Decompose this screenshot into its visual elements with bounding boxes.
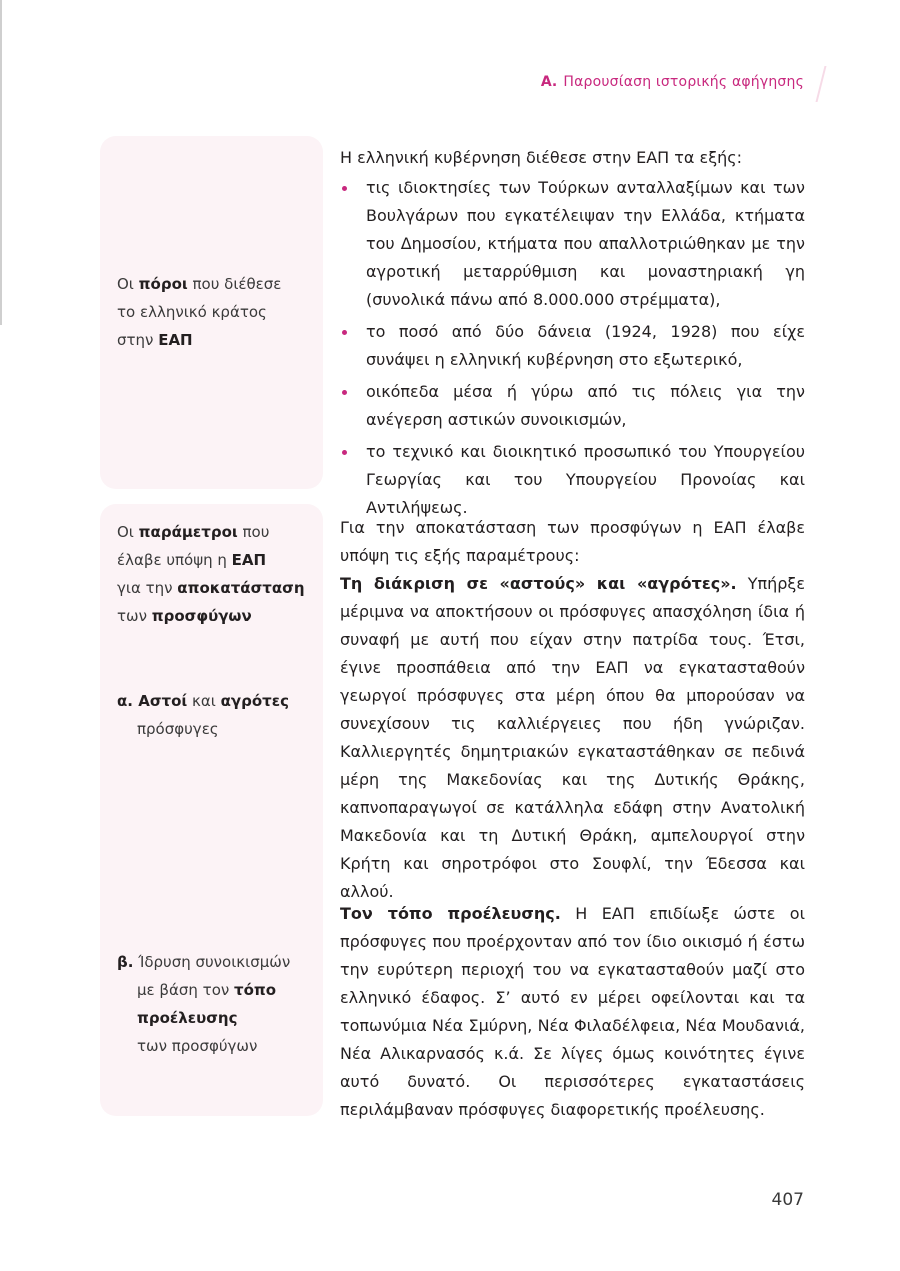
resources-list xyxy=(340,174,805,522)
margin-note-item-a: α. Αστοί και αγρότες πρόσφυγες xyxy=(117,692,289,738)
list-item: οικόπεδα μέσα ή γύρω από τις πόλεις για την ανέγερση αστικών συνοικισμών, xyxy=(340,378,805,434)
list-item: το τεχνικό και διοικητικό προσωπικό του Υπουργείου Γεωργίας και του Υπουργείου Προνοίας και Αντιλήψεως. xyxy=(340,438,805,522)
margin-note-parameters: Οι παράμετροι που έλαβε υπόψη η ΕΑΠ για την αποκατάσταση των προσφύγων xyxy=(117,523,305,625)
section-letter: Α. xyxy=(540,74,558,90)
paragraph-place-of-origin: Τον τόπο προέλευσης. Η ΕΑΠ επιδίωξε ώστε οι πρόσφυγες που προέρχονταν από τον ίδιο οικισμό ή έστω την ευρύτερη περιοχή του να εγκατασταθούν μαζί στο ελληνικό έδαφος. Σ’ αυτό εν μέρει οφείλονται και τα τοπωνύμια Νέα Σμύρνη, Νέα Φιλαδέλφεια, Νέα Μουδανιά, Νέα Αλικαρνασός κ.ά. Σε λίγες όμως κοινότητες έγινε αυτό δυνατό. Οι περισσότερες εγκαταστάσεις περιλάμβαναν πρόσφυγες διαφορετικής προέλευσης. xyxy=(340,904,806,1119)
list-item: το ποσό από δύο δάνεια (1924, 1928) που είχε συνάψει η ελληνική κυβέρνηση στο εξωτερικό, xyxy=(340,318,805,374)
parameters-intro: Για την αποκατάσταση των προσφύγων η ΕΑΠ έλαβε υπόψη τις εξής παραμέτρους: xyxy=(340,518,805,565)
resources-intro: Η ελληνική κυβέρνηση διέθεσε στην ΕΑΠ τα εξής: xyxy=(340,148,743,167)
paragraph-urban-rural: Τη διάκριση σε «αστούς» και «αγρότες». Υπήρξε μέριμνα να αποκτήσουν οι πρόσφυγες απασχόληση ίδια ή συναφή με αυτή που είχαν στην πατρίδα τους. Έτσι, έγινε προσπάθεια από την ΕΑΠ να εγκατασταθούν γεωργοί πρόσφυγες στα μέρη όπου θα μπορούσαν να συνεχίσουν τις καλλιέργειες που ήδη γνώριζαν. Καλλιεργητές δημητριακών εγκαταστάθηκαν σε πεδινά μέρη της Μακεδονίας και της Δυτικής Θράκης, καπνοπαραγωγοί σε κατάλληλα εδάφη στην Ανατολική Μακεδονία και τη Δυτική Θράκη, αμπελουργοί στην Κρήτη και σηροτρόφοι στο Σουφλί, την Έδεσσα και αλλού. xyxy=(340,574,805,901)
section-parameters xyxy=(340,514,805,906)
section-title: Παρουσίαση ιστορικής αφήγησης xyxy=(563,74,804,90)
margin-note-resources: Οι πόροι που διέθεσε το ελληνικό κράτος στην ΕΑΠ xyxy=(117,275,282,349)
running-header xyxy=(541,74,804,90)
page-edge-rule xyxy=(0,0,2,325)
page-number: 407 xyxy=(771,1190,804,1210)
header-decoration xyxy=(806,66,827,102)
margin-note-item-b: β. Ίδρυση συνοικισμών με βάση τον τόπο προέλευσης των προσφύγων xyxy=(117,953,291,1055)
list-item: τις ιδιοκτησίες των Τούρκων ανταλλαξίμων και των Βουλγάρων που εγκατέλειψαν την Ελλάδα, κτήματα του Δημοσίου, κτήματα που απαλλοτριώθηκαν με την αγροτική μεταρρύθμιση και μοναστηριακή γη (συνολικά πάνω από 8.000.000 στρέμματα), xyxy=(340,174,805,314)
section-resources xyxy=(340,144,805,526)
